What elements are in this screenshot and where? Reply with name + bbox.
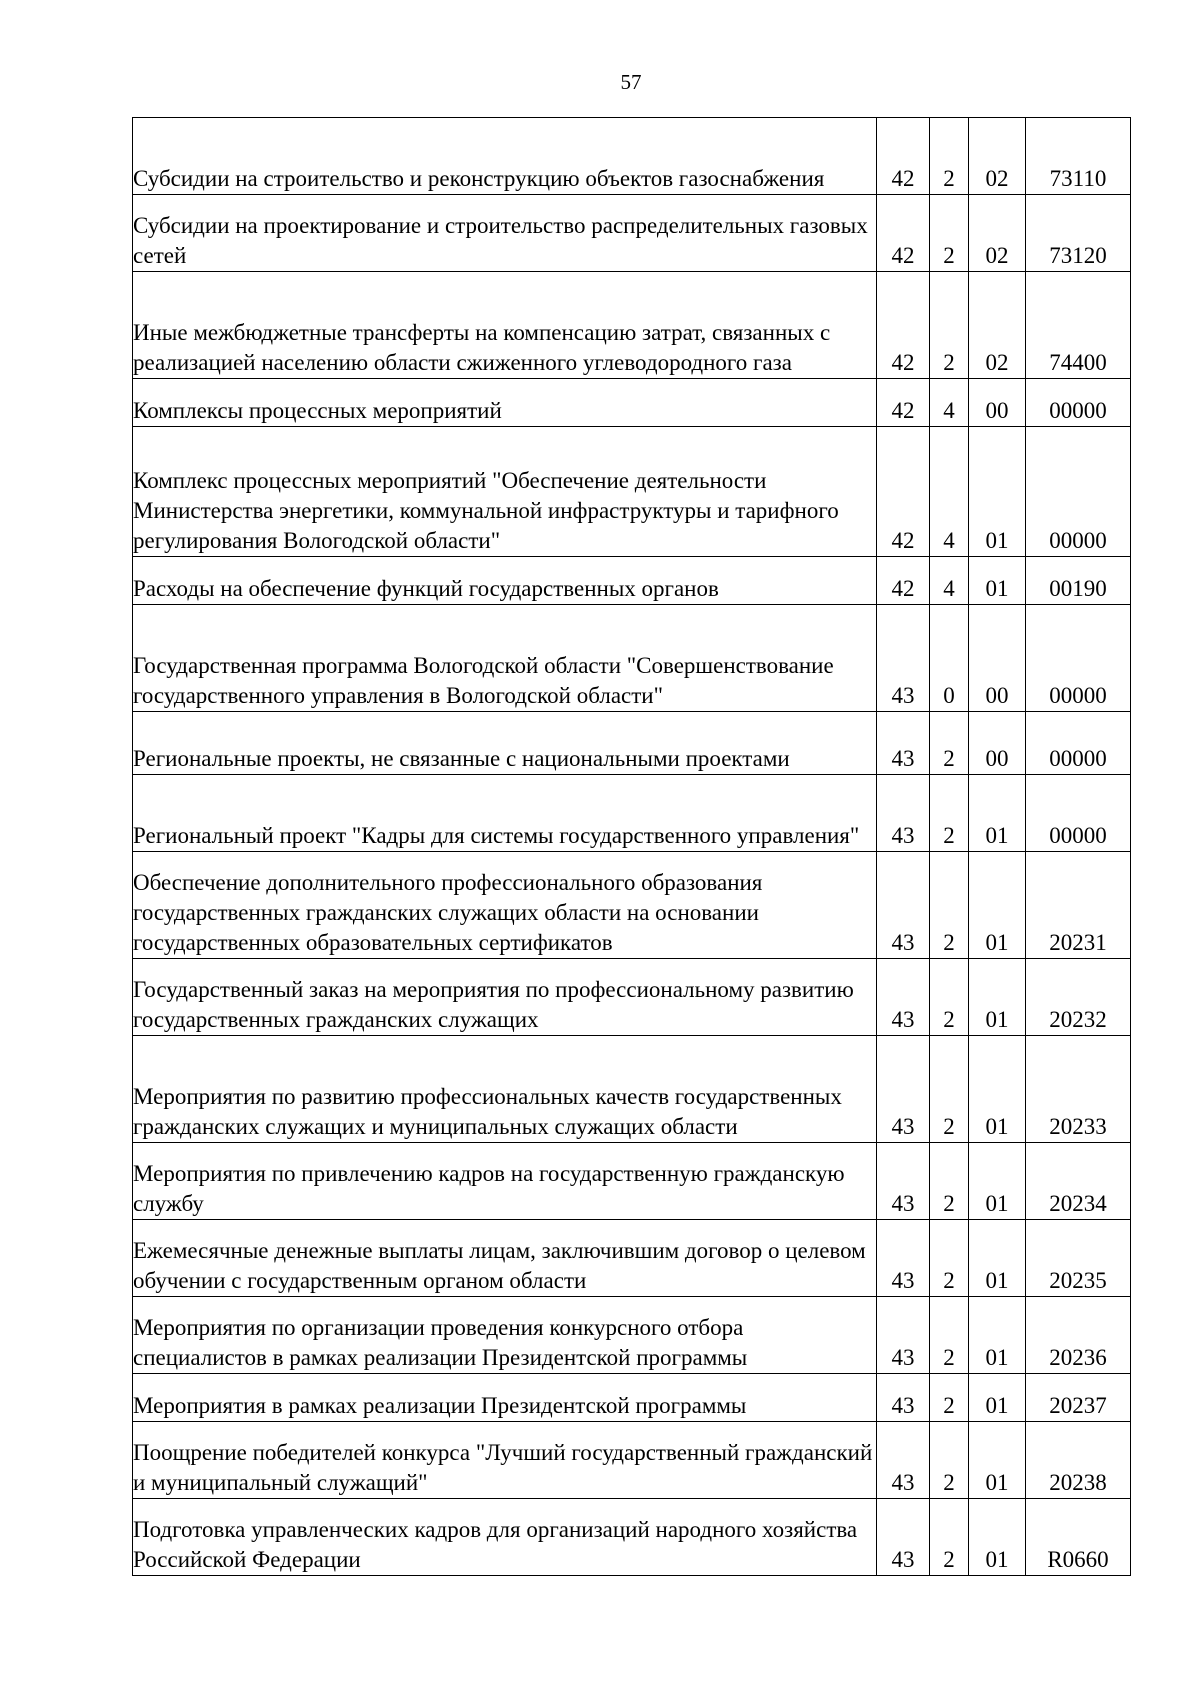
structure-element-cell: 02 [969, 118, 1026, 195]
row-name-cell: Комплексы процессных мероприятий [133, 379, 877, 427]
program-code-cell: 43 [877, 712, 930, 775]
row-name-cell: Субсидии на проектирование и строительство распределительных газовых сетей [133, 195, 877, 272]
table-row [133, 712, 1131, 775]
program-code-cell: 43 [877, 852, 930, 959]
direction-code-cell: 00000 [1026, 379, 1131, 427]
row-name-cell: Ежемесячные денежные выплаты лицам, заключившим договор о целевом обучении с государственным органом области [133, 1220, 877, 1297]
row-name-cell: Иные межбюджетные трансферты на компенсацию затрат, связанных с реализацией населению области сжиженного углеводородного газа [133, 272, 877, 379]
subprogram-type-cell: 2 [930, 1499, 969, 1576]
program-code-cell: 43 [877, 775, 930, 852]
structure-element-cell: 00 [969, 712, 1026, 775]
direction-code-cell: 00000 [1026, 427, 1131, 557]
direction-code-cell: 00000 [1026, 605, 1131, 712]
row-name-cell: Расходы на обеспечение функций государственных органов [133, 557, 877, 605]
direction-code-cell: 20234 [1026, 1143, 1131, 1220]
structure-element-cell: 01 [969, 1374, 1026, 1422]
row-name-cell: Государственный заказ на мероприятия по профессиональному развитию государственных гражданских служащих [133, 959, 877, 1036]
table-row [133, 118, 1131, 195]
program-code-cell: 43 [877, 1036, 930, 1143]
program-code-cell: 43 [877, 1297, 930, 1374]
direction-code-cell: 20232 [1026, 959, 1131, 1036]
table-row [133, 195, 1131, 272]
direction-code-cell: 73120 [1026, 195, 1131, 272]
program-code-cell: 43 [877, 1499, 930, 1576]
subprogram-type-cell: 4 [930, 427, 969, 557]
row-name-cell: Мероприятия по привлечению кадров на государственную гражданскую службу [133, 1143, 877, 1220]
subprogram-type-cell: 4 [930, 379, 969, 427]
table-row [133, 1374, 1131, 1422]
row-name-cell: Поощрение победителей конкурса "Лучший государственный гражданский и муниципальный служащий" [133, 1422, 877, 1499]
program-code-cell: 42 [877, 272, 930, 379]
subprogram-type-cell: 2 [930, 1422, 969, 1499]
subprogram-type-cell: 0 [930, 605, 969, 712]
program-code-cell: 43 [877, 1220, 930, 1297]
program-code-cell: 43 [877, 959, 930, 1036]
subprogram-type-cell: 2 [930, 272, 969, 379]
subprogram-type-cell: 2 [930, 1036, 969, 1143]
subprogram-type-cell: 2 [930, 775, 969, 852]
structure-element-cell: 01 [969, 427, 1026, 557]
direction-code-cell: 00190 [1026, 557, 1131, 605]
direction-code-cell: 20235 [1026, 1220, 1131, 1297]
direction-code-cell: 20231 [1026, 852, 1131, 959]
program-code-cell: 43 [877, 1143, 930, 1220]
table-row [133, 379, 1131, 427]
structure-element-cell: 01 [969, 1143, 1026, 1220]
direction-code-cell: 20237 [1026, 1374, 1131, 1422]
subprogram-type-cell: 2 [930, 712, 969, 775]
row-name-cell: Мероприятия по развитию профессиональных качеств государственных гражданских служащих и муниципальных служащих области [133, 1036, 877, 1143]
direction-code-cell: 20236 [1026, 1297, 1131, 1374]
program-code-cell: 42 [877, 379, 930, 427]
direction-code-cell: 00000 [1026, 775, 1131, 852]
structure-element-cell: 01 [969, 1499, 1026, 1576]
subprogram-type-cell: 2 [930, 118, 969, 195]
table-row [133, 959, 1131, 1036]
row-name-cell: Комплекс процессных мероприятий "Обеспечение деятельности Министерства энергетики, коммунальной инфраструктуры и тарифного регулирования Вологодской области" [133, 427, 877, 557]
subprogram-type-cell: 2 [930, 1220, 969, 1297]
direction-code-cell: 74400 [1026, 272, 1131, 379]
table-row [133, 1220, 1131, 1297]
structure-element-cell: 01 [969, 1220, 1026, 1297]
program-code-cell: 42 [877, 195, 930, 272]
subprogram-type-cell: 2 [930, 1297, 969, 1374]
row-name-cell: Субсидии на строительство и реконструкцию объектов газоснабжения [133, 118, 877, 195]
table-row [133, 1143, 1131, 1220]
direction-code-cell: 20238 [1026, 1422, 1131, 1499]
table-row [133, 557, 1131, 605]
table-row [133, 1297, 1131, 1374]
program-code-cell: 43 [877, 1422, 930, 1499]
row-name-cell: Региональные проекты, не связанные с национальными проектами [133, 712, 877, 775]
table-row [133, 775, 1131, 852]
row-name-cell: Региональный проект "Кадры для системы государственного управления" [133, 775, 877, 852]
row-name-cell: Обеспечение дополнительного профессионального образования государственных гражданских служащих области на основании государственных образовательных сертификатов [133, 852, 877, 959]
row-name-cell: Мероприятия по организации проведения конкурсного отбора специалистов в рамках реализации Президентской программы [133, 1297, 877, 1374]
structure-element-cell: 02 [969, 272, 1026, 379]
budget-classification-table [132, 117, 1131, 1576]
structure-element-cell: 01 [969, 557, 1026, 605]
table-row [133, 1422, 1131, 1499]
subprogram-type-cell: 2 [930, 959, 969, 1036]
program-code-cell: 42 [877, 118, 930, 195]
direction-code-cell: 20233 [1026, 1036, 1131, 1143]
table-row [133, 1036, 1131, 1143]
structure-element-cell: 01 [969, 1036, 1026, 1143]
program-code-cell: 43 [877, 1374, 930, 1422]
subprogram-type-cell: 4 [930, 557, 969, 605]
direction-code-cell: R0660 [1026, 1499, 1131, 1576]
direction-code-cell: 00000 [1026, 712, 1131, 775]
structure-element-cell: 00 [969, 379, 1026, 427]
program-code-cell: 42 [877, 427, 930, 557]
subprogram-type-cell: 2 [930, 195, 969, 272]
table-row [133, 852, 1131, 959]
row-name-cell: Мероприятия в рамках реализации Президентской программы [133, 1374, 877, 1422]
page-number: 57 [620, 70, 642, 94]
structure-element-cell: 00 [969, 605, 1026, 712]
table-row [133, 605, 1131, 712]
structure-element-cell: 01 [969, 1297, 1026, 1374]
structure-element-cell: 01 [969, 959, 1026, 1036]
subprogram-type-cell: 2 [930, 1374, 969, 1422]
table-row [133, 272, 1131, 379]
table-row [133, 1499, 1131, 1576]
structure-element-cell: 01 [969, 775, 1026, 852]
structure-element-cell: 01 [969, 852, 1026, 959]
program-code-cell: 42 [877, 557, 930, 605]
row-name-cell: Подготовка управленческих кадров для организаций народного хозяйства Российской Федерации [133, 1499, 877, 1576]
structure-element-cell: 02 [969, 195, 1026, 272]
table-row [133, 427, 1131, 557]
subprogram-type-cell: 2 [930, 1143, 969, 1220]
row-name-cell: Государственная программа Вологодской области "Совершенствование государственного управления в Вологодской области" [133, 605, 877, 712]
subprogram-type-cell: 2 [930, 852, 969, 959]
structure-element-cell: 01 [969, 1422, 1026, 1499]
program-code-cell: 43 [877, 605, 930, 712]
direction-code-cell: 73110 [1026, 118, 1131, 195]
